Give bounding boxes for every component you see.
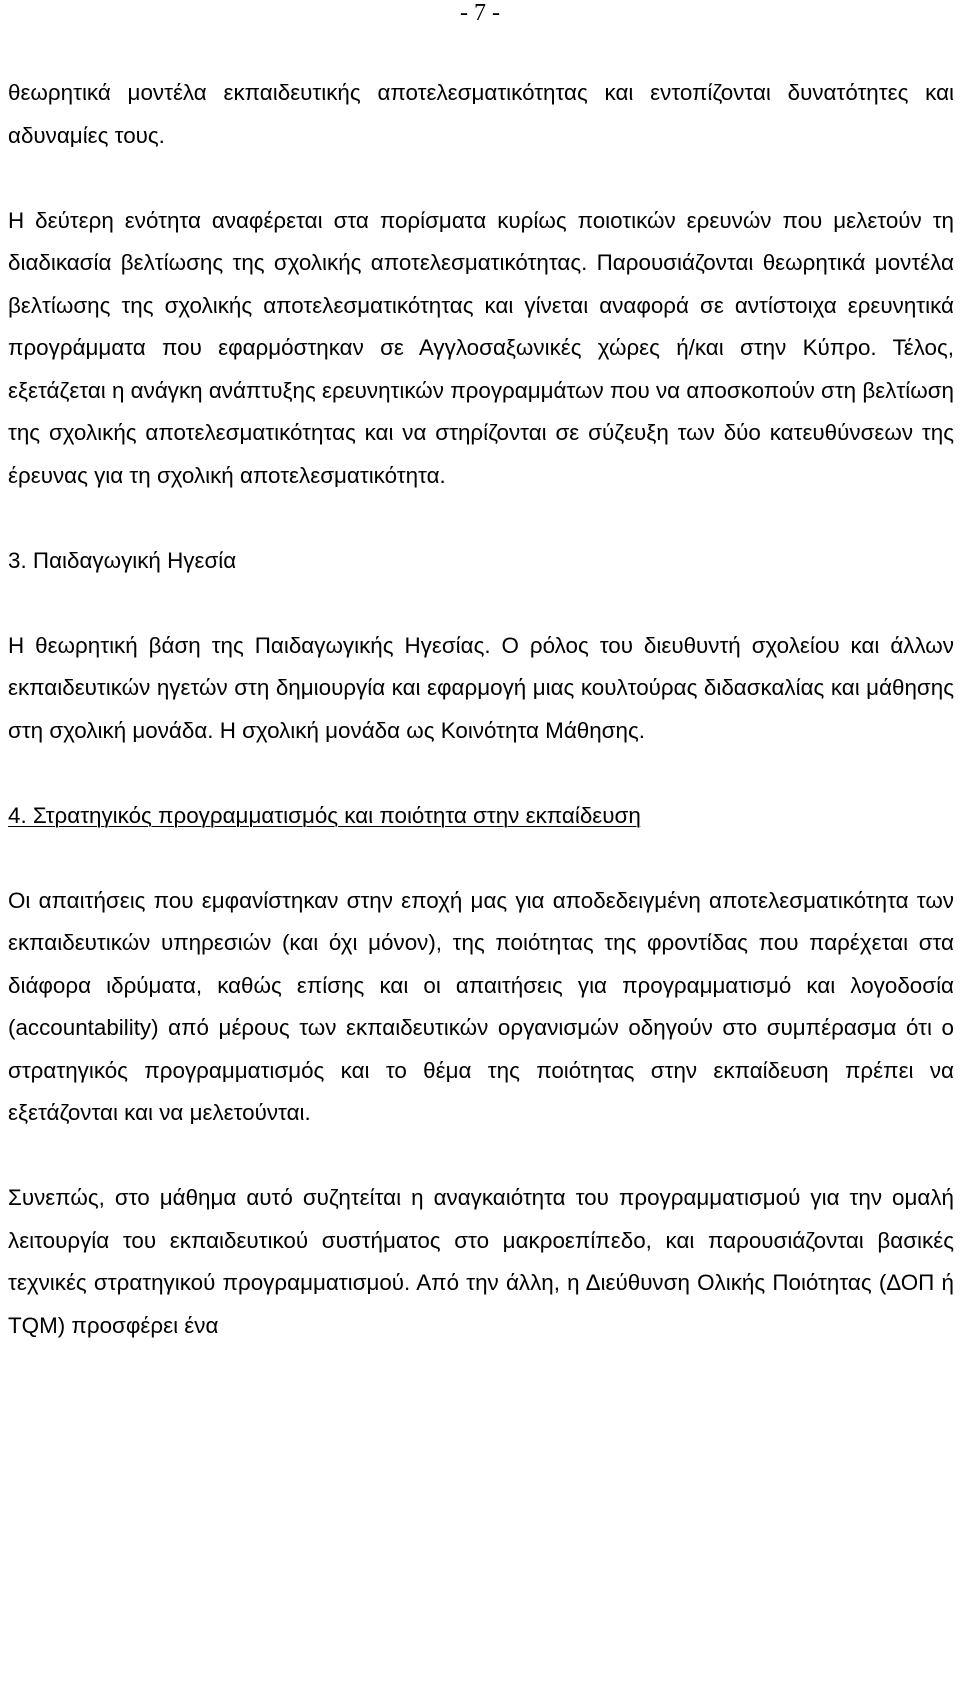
- document-body: [8, 72, 954, 1347]
- section-heading-3: 3. Παιδαγωγική Ηγεσία: [8, 547, 237, 573]
- spacer: [8, 752, 954, 795]
- spacer: [8, 157, 954, 200]
- spacer: [8, 497, 954, 540]
- paragraph-quality: Οι απαιτήσεις που εμφανίστηκαν στην εποχή μας για αποδεδειγμένη αποτελεσματικότητα των εκπαιδευτικών υπηρεσιών (και όχι μόνον), της ποιότητας της φροντίδας που παρέχεται στα διάφορα ιδρύματα, καθώς επίσης και οι απαιτήσεις για προγραμματισμό και λογοδοσία (accountability) από μέρους των εκπαιδευτικών οργανισμών οδηγούν στο συμπέρασμα ότι ο στρατηγικός προγραμματισμός και το θέμα της ποιότητας στην εκπαίδευση πρέπει να εξετάζονται και να μελετούνται.: [8, 887, 954, 1125]
- paragraph-continuation: θεωρητικά μοντέλα εκπαιδευτικής αποτελεσματικότητας και εντοπίζονται δυνατότητες και αδυναμίες τους.: [8, 80, 954, 148]
- spacer: [8, 1135, 954, 1178]
- paragraph-leadership: Η θεωρητική βάση της Παιδαγωγικής Ηγεσίας. Ο ρόλος του διευθυντή σχολείου και άλλων εκπαιδευτικών ηγετών στη δημιουργία και εφαρμογή μιας κουλτούρας διδασκαλίας και μάθησης στη σχολική μονάδα. Η σχολική μονάδα ως Κοινότητα Μάθησης.: [8, 632, 954, 743]
- page-number: - 7 -: [460, 0, 500, 26]
- section-heading-4: 4. Στρατηγικός προγραμματισμός και ποιότητα στην εκπαίδευση: [8, 802, 641, 828]
- spacer: [8, 837, 954, 880]
- paragraph-second-unit: Η δεύτερη ενότητα αναφέρεται στα πορίσματα κυρίως ποιοτικών ερευνών που μελετούν τη διαδικασία βελτίωσης της σχολικής αποτελεσματικότητας. Παρουσιάζονται θεωρητικά μοντέλα βελτίωσης της σχολικής αποτελεσματικότητας και γίνεται αναφορά σε αντίστοιχα ερευνητικά προγράμματα που εφαρμόστηκαν σε Αγγλοσαξωνικές χώρες ή/και στην Κύπρο. Τέλος, εξετάζεται η ανάγκη ανάπτυξης ερευνητικών προγραμμάτων που να αποσκοπούν στη βελτίωση της σχολικής αποτελεσματικότητας και να στηρίζονται σε σύζευξη των δύο κατευθύνσεων της έρευνας για τη σχολική αποτελεσματικότητα.: [8, 207, 954, 488]
- spacer: [8, 582, 954, 625]
- paragraph-planning: Συνεπώς, στο μάθημα αυτό συζητείται η αναγκαιότητα του προγραμματισμού για την ομαλή λειτουργία του εκπαιδευτικού συστήματος στο μακροεπίπεδο, και παρουσιάζονται βασικές τεχνικές στρατηγικού προγραμματισμού. Από την άλλη, η Διεύθυνση Ολικής Ποιότητας (ΔΟΠ ή TQM) προσφέρει ένα: [8, 1185, 954, 1338]
